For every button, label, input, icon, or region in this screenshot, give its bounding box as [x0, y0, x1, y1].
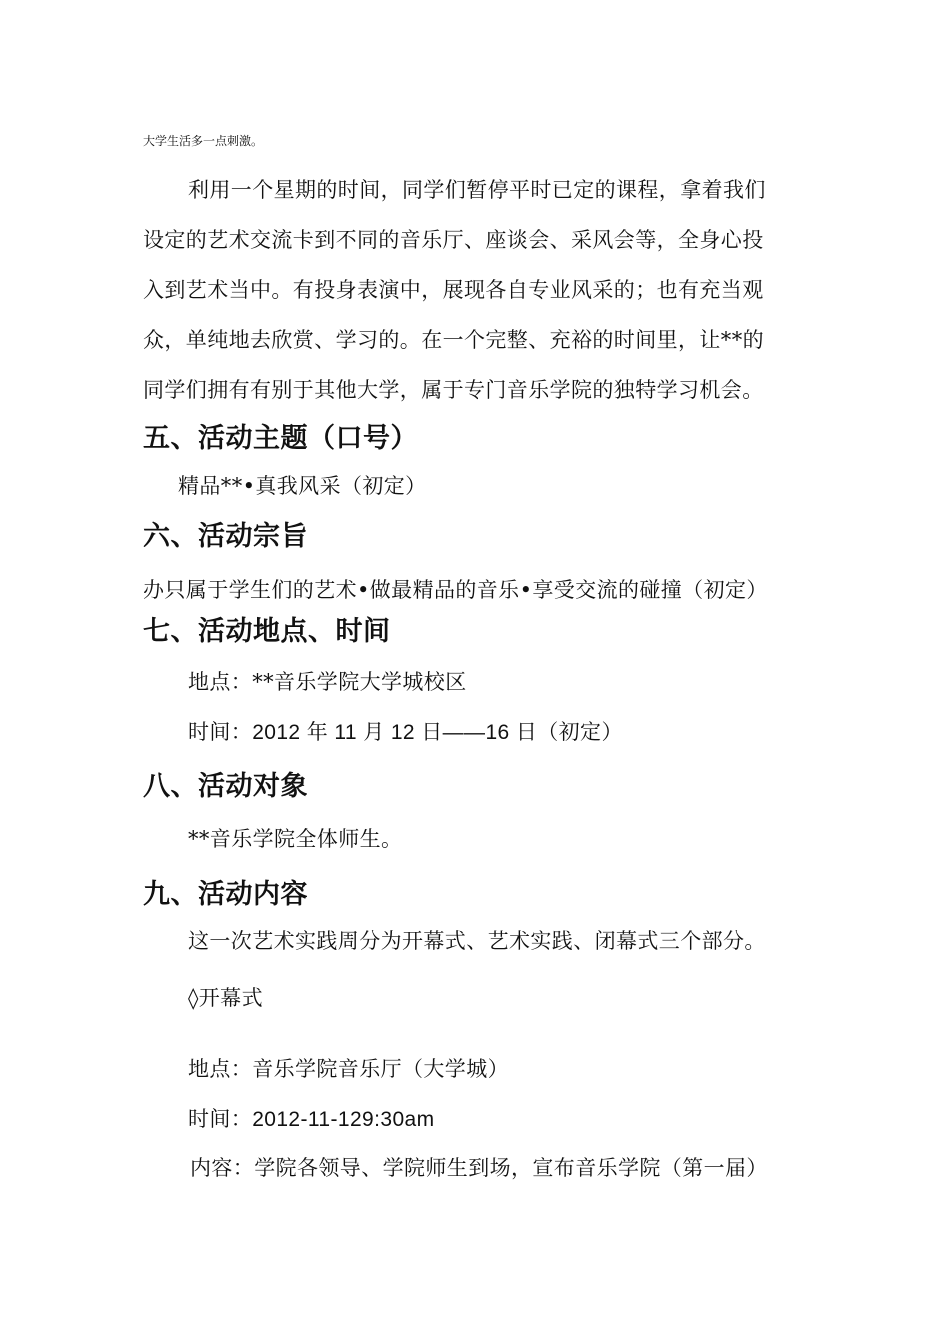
time-text: 时间：2012 年 11 月 12 日——16 日（初定）	[188, 721, 623, 744]
paragraph-line: 入到艺术当中。有投身表演中，展现各自专业风采的；也有充当观	[143, 278, 764, 302]
paragraph-line: 同学们拥有有别于其他大学，属于专门音乐学院的独特学习机会。	[143, 378, 764, 402]
audience-text: **音乐学院全体师生。	[188, 827, 403, 851]
opening-place: 地点：音乐学院音乐厅（大学城）	[188, 1057, 509, 1081]
place-text: 地点：**音乐学院大学城校区	[188, 670, 467, 694]
section-heading-audience: 八、活动对象	[143, 771, 308, 802]
opening-subheading: ◊开幕式	[188, 986, 263, 1010]
paragraph-line: 众，单纯地去欣赏、学习的。在一个完整、充裕的时间里，让**的	[143, 328, 764, 352]
section-heading-theme: 五、活动主题（口号）	[143, 423, 418, 454]
paragraph-line: 利用一个星期的时间，同学们暂停平时已定的课程，拿着我们	[188, 178, 766, 202]
section-heading-place-time: 七、活动地点、时间	[143, 616, 391, 647]
section-heading-content: 九、活动内容	[143, 879, 308, 910]
lead-text: 大学生活多一点刺激。	[143, 134, 264, 148]
theme-text: 精品**•真我风采（初定）	[178, 474, 427, 498]
content-intro: 这一次艺术实践周分为开幕式、艺术实践、闭幕式三个部分。	[188, 929, 766, 953]
purpose-text: 办只属于学生们的艺术•做最精品的音乐•享受交流的碰撞（初定）	[143, 578, 768, 602]
opening-content: 内容：学院各领导、学院师生到场，宣布音乐学院（第一届）	[190, 1156, 768, 1180]
paragraph-line: 设定的艺术交流卡到不同的音乐厅、座谈会、采风会等，全身心投	[143, 228, 764, 252]
section-heading-purpose: 六、活动宗旨	[143, 521, 308, 552]
opening-time: 时间：2012-11-129:30am	[188, 1108, 435, 1131]
